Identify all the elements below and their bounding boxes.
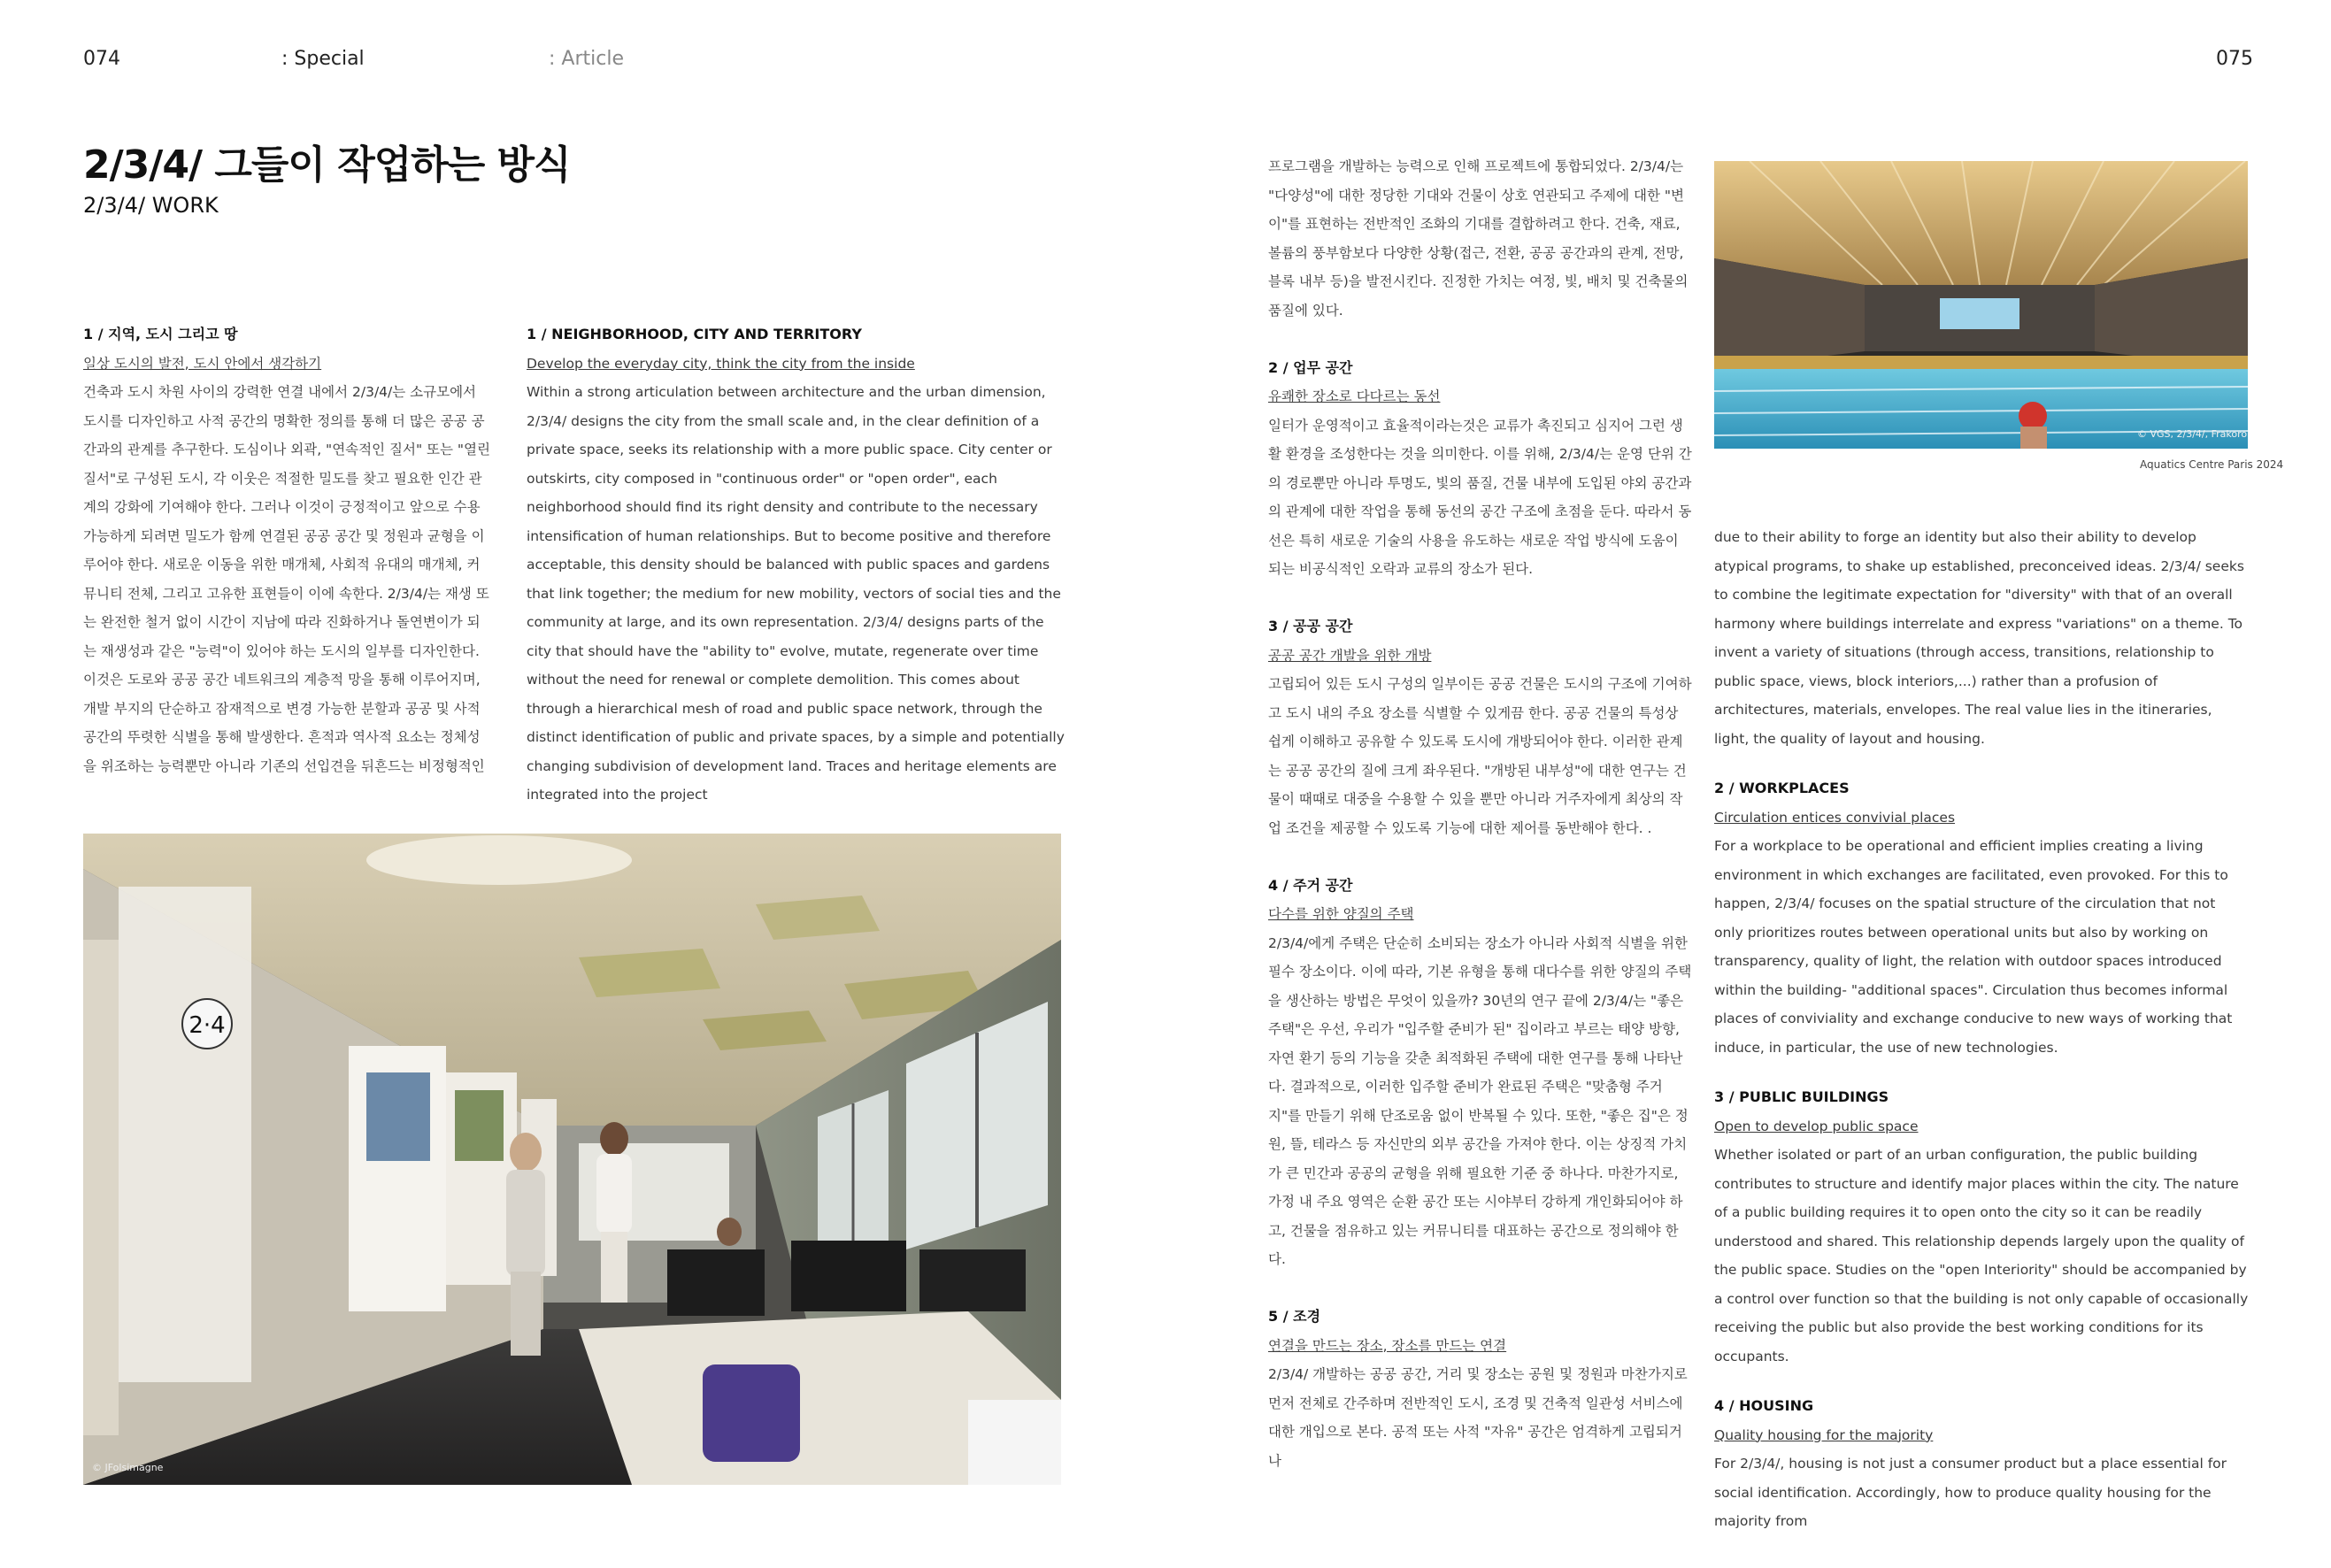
body-text: Within a strong articulation between architecture and the urban dimension, 2/3/4/ designs the city from the small scale and, in the clear definition of a private space, seeks its relationship with a more public space. City center or outskirts, city composed in "continuous order" or "open order", each neighborhood should find its right density and contribute to the necessary intensification of human relationships. But to become positive and therefore acceptable, this density should be balanced with public spaces and gardens that link together; the medium for new mobility, vectors of social ties and the community at large, and its own representation. 2/3/4/ designs parts of the city that should have the "ability to" evolve, mutate, regenerate over time without the need for renewal or complete demolition. This comes about through a hierarchical mesh of road and public space network, through the distinct identification of public and private spaces, by a simple and potentially changing subdivision of development land. Traces and heritage elements are integrated into the project xyxy=(527,384,1065,803)
body-text: 2/3/4/ 개발하는 공공 공간, 거리 및 장소는 공원 및 정원과 마찬가지로 먼저 전체로 간주하며 전반적인 도시, 조경 및 건축적 일관성 서비스에 대한 개입으로 본다. 공적 또는 사적 "자유" 공간은 엄격하게 고립되거나 xyxy=(1268,1366,1688,1469)
section-label: : Special xyxy=(281,48,365,70)
section-subheading: 다수를 위한 양질의 주택 xyxy=(1268,906,1414,922)
aquatics-photo xyxy=(1714,161,2248,449)
office-photo xyxy=(83,834,1061,1485)
section-heading: 2 / WORKPLACES xyxy=(1714,780,1850,796)
section-subheading: 공공 공간 개발을 위한 개방 xyxy=(1268,647,1432,664)
section-subheading: Open to develop public space xyxy=(1714,1118,1919,1134)
section-heading: 1 / NEIGHBORHOOD, CITY AND TERRITORY xyxy=(527,326,862,342)
section-subheading: Quality housing for the majority xyxy=(1714,1426,1934,1443)
body-text: due to their ability to forge an identity but also their ability to develop atypical programs, to shake up established, preconceived ideas. 2/3/4/ seeks to combine the legitimate expectation for "diversity" with that of an overall harmony where buildings interrelate and express "variations" on a theme. To invent a variety of situations (through access, transitions, relationship to public space, views, block interiors,...) rather than a profusion of architectures, materials, envelopes. The real value lies in the itineraries, light, the quality of layout and housing. xyxy=(1714,529,2244,747)
aquatics-photo-illustration xyxy=(1714,161,2248,449)
body-text: Whether isolated or part of an urban configuration, the public building contributes to structure and identify major places within the city. The nature of a public building requires it to open onto the city so it can be readily understood and shared. This relationship depends largely upon the quality of the public space. Studies on the "open Interiority" should be accompanied by a control over function so that the building is not only capable of occasionally receiving the public but also provide the best working conditions for its occupants. xyxy=(1714,1147,2249,1364)
korean-column-1 xyxy=(83,320,492,780)
english-column-2 xyxy=(1714,523,2249,1536)
subsection-label: : Article xyxy=(549,48,624,70)
section-subheading: 연결을 만드는 장소, 장소를 만드는 연결 xyxy=(1268,1337,1507,1354)
section-heading: 5 / 조경 xyxy=(1268,1308,1321,1325)
body-text: 고립되어 있든 도시 구성의 일부이든 공공 건물은 도시의 구조에 기여하고 도시 내의 주요 장소를 식별할 수 있게끔 한다. 공공 건물의 특성상 쉽게 이해하고 공유할 수 있도록 도시에 개방되어야 한다. 이러한 관계는 공공 공간의 질에 크게 좌우된다. "개방된 내부성"에 대한 연구는 건물이 때때로 대중을 수용할 수 있을 뿐만 아니라 거주자에게 최상의 작업 조건을 제공할 수 있도록 기능에 대한 제어를 동반해야 한다. . xyxy=(1268,676,1692,836)
photo-caption: Aquatics Centre Paris 2024 xyxy=(2140,458,2284,471)
section-heading: 1 / 지역, 도시 그리고 땅 xyxy=(83,326,238,342)
office-photo-illustration xyxy=(83,834,1061,1485)
wall-logo-text: 2·4 xyxy=(188,1012,226,1039)
body-text: For a workplace to be operational and efficient implies creating a living environment in which exchanges are facilitated, even provoked. For this to happen, 2/3/4/ focuses on the spatial structure of the circulation that not only prioritizes routes between operational units but also by working on transparency, quality of light, the relation with outdoor spaces introduced within the building- "additional spaces". Circulation thus becomes informal places of conviviality and exchange conducive to new ways of working that induce, in particular, the use of new technologies. xyxy=(1714,838,2233,1056)
photo-credit-left: © JFolsimagne xyxy=(92,1462,164,1473)
section-subheading: Circulation entices convivial places xyxy=(1714,809,1956,826)
photo-credit-right: © VGS, 2/3/4/, Frakoro xyxy=(2137,428,2248,440)
body-text: 2/3/4/에게 주택은 단순히 소비되는 장소가 아니라 사회적 식별을 위한 필수 장소이다. 이에 따라, 기본 유형을 통해 대다수를 위한 양질의 주택을 생산하는 방법은 무엇이 있을까? 30년의 연구 끝에 2/3/4/는 "좋은 주택"은 우선, 우리가 "입주할 준비가 된" 집이라고 부르는 태양 방향, 자연 환기 등의 기능을 갖춘 최적화된 주택에 대한 연구를 통해 나타난다. 결과적으로, 이러한 입주할 준비가 완료된 주택은 "맞춤형 주거지"를 만들기 위해 단조로움 없이 반복될 수 있다. 또한, "좋은 집"은 정원, 뜰, 테라스 등 자신만의 외부 공간을 가져야 한다. 이는 상징적 가치가 큰 민간과 공공의 균형을 위해 필요한 기준 중 하나다. 마찬가지로, 가정 내 주요 영역은 순환 공간 또는 시야부터 강하게 개인화되어야 하고, 건물을 점유하고 있는 커뮤니티를 대표하는 공간으로 정의해야 한다. xyxy=(1268,934,1692,1267)
section-subheading: 유쾌한 장소로 다다르는 동선 xyxy=(1268,388,1441,404)
section-heading: 4 / HOUSING xyxy=(1714,1397,1814,1414)
section-heading: 2 / 업무 공간 xyxy=(1268,358,1353,376)
body-text: For 2/3/4/, housing is not just a consumer product but a place essential for social identification. Accordingly, how to produce quality housing for the majority from xyxy=(1714,1456,2227,1529)
body-text: 일터가 운영적이고 효율적이라는것은 교류가 촉진되고 심지어 그런 생활 환경을 조성한다는 것을 의미한다. 이를 위해, 2/3/4/는 운영 단위 간의 경로뿐만 아니라 투명도, 빛의 품질, 건물 내부에 도입된 야외 공간과의 관계에 대한 작업을 통해 동선의 공간 구조에 초점을 둔다. 따라서 동선은 특히 새로운 기술의 사용을 유도하는 새로운 작업 방식에 도움이 되는 비공식적인 오락과 교류의 장소가 된다. xyxy=(1268,417,1692,577)
page-number-left: 074 xyxy=(83,48,120,70)
article-subtitle: 2/3/4/ WORK xyxy=(83,193,219,218)
body-text: 건축과 도시 차원 사이의 강력한 연결 내에서 2/3/4/는 소규모에서 도시를 디자인하고 사적 공간의 명확한 정의를 통해 더 많은 공공 공간과의 관계를 추구한다. 도심이나 외곽, "연속적인 질서" 또는 "열린 질서"로 구성된 도시, 각 이웃은 적절한 밀도를 찾고 필요한 인간 관계의 강화에 기여해야 한다. 그러나 이것이 긍정적이고 앞으로 수용 가능하게 되려면 밀도가 함께 연결된 공공 공간 및 정원과 균형을 이루어야 한다. 새로운 이동을 위한 매개체, 사회적 유대의 매개체, 커뮤니티 전체, 그리고 고유한 표현들이 이에 속한다. 2/3/4/는 재생 또는 완전한 철거 없이 시간이 지남에 따라 진화하거나 돌연변이가 되는 재생성과 같은 "능력"이 있어야 하는 도시의 일부를 디자인한다. 이것은 도로와 공공 공간 네트워크의 계층적 망을 통해 이루어지며, 개발 부지의 단순하고 잠재적으로 변경 가능한 분할과 공공 및 사적 공간의 뚜렷한 식별을 통해 발생한다. 흔적과 역사적 요소는 정체성을 위조하는 능력뿐만 아니라 기존의 선입견을 뒤흔드는 비정형적인 xyxy=(83,384,490,774)
section-subheading: Develop the everyday city, think the city from the inside xyxy=(527,355,915,372)
section-heading: 4 / 주거 공간 xyxy=(1268,876,1353,894)
body-text: 프로그램을 개발하는 능력으로 인해 프로젝트에 통합되었다. 2/3/4/는 "다양성"에 대한 정당한 기대와 건물이 상호 연관되고 주제에 대한 "변이"를 표현하는 전반적인 조화의 기대를 결합하려고 한다. 건축, 재료, 볼륨의 풍부함보다 다양한 상황(접근, 전환, 공공 공간과의 관계, 전망, 블록 내부 등)을 발전시킨다. 진정한 가치는 여정, 빛, 배치 및 건축물의 품질에 있다. xyxy=(1268,158,1689,319)
korean-column-2 xyxy=(1268,152,1693,1475)
page-number-right: 075 xyxy=(2216,48,2253,70)
section-heading: 3 / 공공 공간 xyxy=(1268,618,1353,634)
english-column-1 xyxy=(527,320,1066,810)
section-heading: 3 / PUBLIC BUILDINGS xyxy=(1714,1088,1889,1105)
section-subheading: 일상 도시의 발전, 도시 안에서 생각하기 xyxy=(83,355,322,372)
article-title: 2/3/4/ 그들이 작업하는 방식 xyxy=(83,142,571,188)
